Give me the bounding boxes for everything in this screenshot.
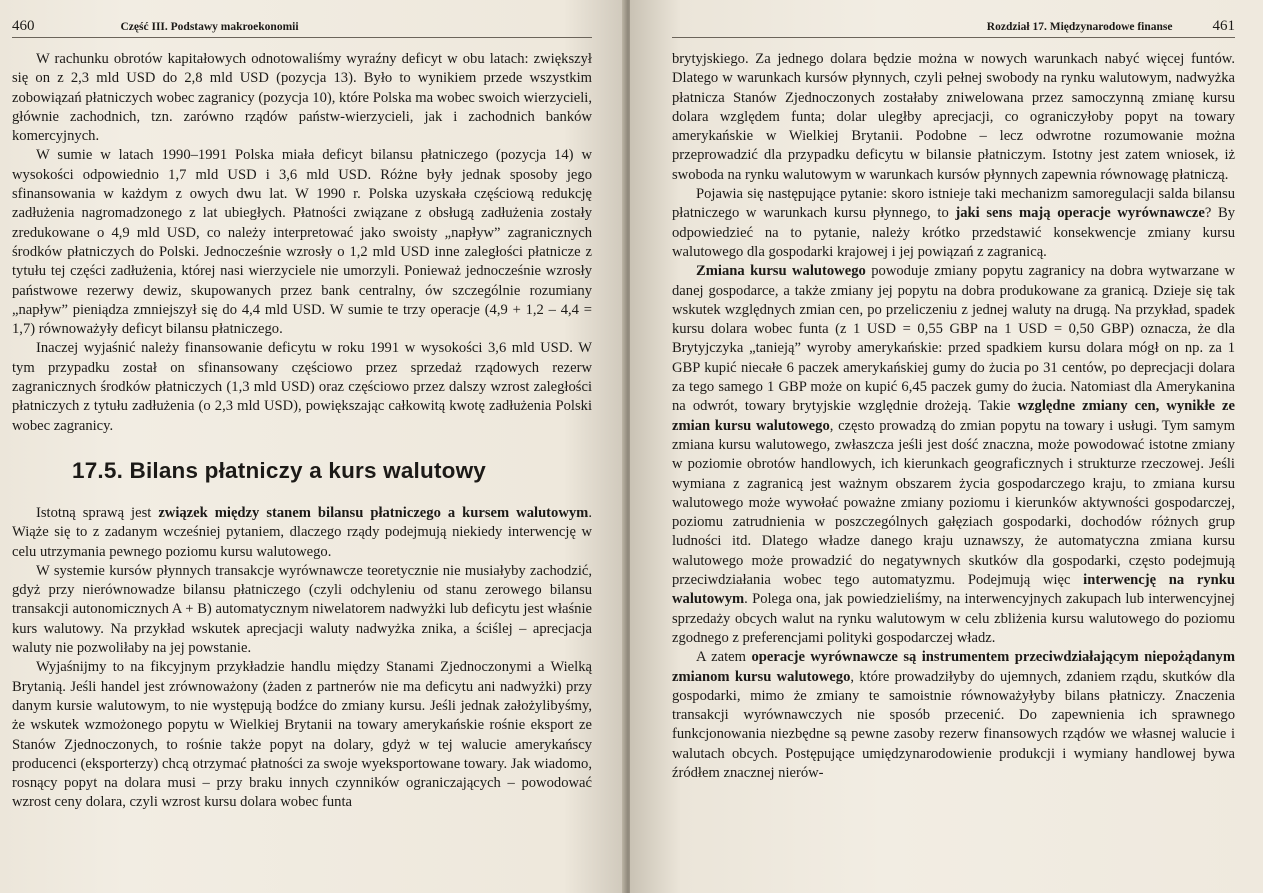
bold-phrase: związek między stanem bilansu płatniczego a kursem walutowym (158, 504, 589, 521)
text-run: A zatem (696, 649, 752, 666)
text-run: , które prowadziłyby do ujemnych, zdaniem rządu, skutków dla gospodarki, mimo że zmiany te samoistnie równoważyłyby bilans płatniczy. Znaczenia transakcji wyrównawczych nie sposób przecenić. Do zapewnienia ich sprawnego funkcjonowania niezbędne są pewne zasoby rezerw finansowych rządów we własnej walucie i walutach obcych. Postępujące umiędzynarodowienie produkcji i wymiany handlowej bywa źródłem znacznej nierów- (672, 668, 1236, 781)
right-running-header (672, 18, 1235, 38)
bold-phrase: jaki sens mają operacje wyrównawcze (955, 205, 1205, 222)
bold-phrase: względne zmiany cen, wynikłe ze zmian kursu walutowego (672, 398, 1235, 434)
right-paragraph-3 (672, 262, 1235, 648)
right-page-number: 461 (1212, 18, 1235, 34)
text-run: Pojawia się następujące pytanie: skoro istnieje taki mechanizm samoregulacji salda bilansu płatniczego w warunkach kursu płynnego, to (672, 186, 1235, 222)
left-running-header (12, 18, 592, 38)
text-run: , często prowadzą do zmian popytu na towary i usługi. Tym samym zmiana kursu walutowego, zwłaszcza jeśli jest dość znaczna, może powodować istotne zmiany w poziomie obrotów handlowych, ich kierunkach geograficznych i strukturze rzeczowej. Jeśli wymiana z zagranicą jest ważnym obszarem życia gospodarczego kraju, to zmiana kursu walutowego może wywołać poważne zmiany poziomu i kierunków aktywności gospodarczej, poziomu zatrudnienia w poszczególnych gałęziach gospodarki, dochodów różnych grup ludności itd. Dlatego władze danego kraju uznawszy, że automatyczna zmiana kursu walutowego może prowadzić do negatywnych skutków dla gospodarki, często podejmują przeciwdziałania wobec tego automatyzmu. Podejmują więc (672, 417, 1235, 589)
bold-phrase: Zmiana kursu walutowego (696, 263, 866, 280)
left-paragraph-1: W rachunku obrotów kapitałowych odnotowaliśmy wyraźny deficyt w obu latach: zwiększył się on z 2,3 mld USD do 2,8 mld USD (pozycja 13). Było to wynikiem przede wszystkim zobowiązań płatniczych wobec zagranicy (pozycja 10), które Polska ma wobec swoich wierzycieli, głównie zachodnich, tzn. zarówno rządów państw-wierzycieli, jak i zachodnich banków komercyjnych. (12, 51, 592, 145)
left-page (0, 0, 626, 893)
left-paragraph-3: Inaczej wyjaśnić należy finansowanie deficytu w roku 1991 w wysokości 3,6 mld USD. W tym przypadku został on sfinansowany częściowo przez sprzedaż rządowych rezerw zagranicznych środków płatniczych (1,3 mld USD) oraz częściowo przez dalszy wzrost zaległości płatniczych z tytułu zadłużenia (o 2,3 mld USD), powiększając całkowitą kwotę zadłużenia Polski wobec zagranicy. (12, 340, 592, 434)
left-paragraph-5: W systemie kursów płynnych transakcje wyrównawcze teoretycznie nie musiałyby zachodzić, gdyż przy nierównowadze bilansu płatniczego (czyli odchyleniu od stanu zerowego bilansu transakcji autonomicznych A + B) automatycznym niwelatorem nadwyżki lub deficytu jest właśnie kurs walutowy. Na przykład wskutek aprecjacji waluty nadwyżka znika, a ściślej – aprecjacja waluty nie pozwoliłaby na jej powstanie. (12, 562, 592, 657)
text-run: Istotną sprawą jest (36, 504, 159, 521)
text-run: powoduje zmiany popytu zagranicy na dobra wytwarzane w danej gospodarce, a także zmiany jej popytu na dobra produkowane za granicą. Dzieje się tak wskutek względnych zmian cen, po przeliczeniu z jednej waluty na drugą. Na przykład, spadek kursu dolara wobec funta (z 1 USD = 0,55 GBP na 1 USD = 0,50 GBP) oznacza, że dla Brytyjczyka „tanieją” wyroby amerykańskie: przed spadkiem kursu dolara mógł on np. za 1 GBP kupić niecałe 6 paczek amerykańskiej gumy do żucia po 31 centów, po deprecjacji dolara za tego samego 1 GBP może on kupić 6,45 paczek gumy do żucia. Natomiast dla Amerykanina na odwrót, towary brytyjskie względnie drożeją. Takie (672, 263, 1235, 415)
right-running-head: Rozdział 17. Międzynarodowe finanse (986, 21, 1173, 33)
right-paragraph-4 (672, 648, 1235, 783)
bold-phrase: operacje wyrównawcze są instrumentem przeciwdziałającym niepożądanym zmianom kursu walutowego (672, 649, 1235, 685)
right-paragraph-1: brytyjskiego. Za jednego dolara będzie można w nowych warunkach nabyć więcej funtów. Dlatego w warunkach kursów płynnych, czyli pełnej swobody na rynku walutowym, nadwyżka płatnicza Stanów Zjednoczonych zostałaby zniwelowana przez samoczynną zmianę kursu dolara względem funta; dolar uległby aprecjacji, co ograniczyłoby popyt na towary amerykańskie w Wielkiej Brytanii. Podobne – lecz odwrotne rozumowanie można przeprowadzić dla przypadku deficytu w bilansie płatniczym. Istotny jest zatem wniosek, iż swoboda na rynku walutowym w warunkach kursów płynnych zapewnia równowagę płatniczą. (672, 51, 1235, 183)
left-page-number: 460 (12, 18, 35, 34)
left-paragraph-2: W sumie w latach 1990–1991 Polska miała deficyt bilansu płatniczego (pozycja 14) w wysokości odpowiednio 1,7 mld USD i 3,6 mld USD. Różne były jednak sposoby jego sfinansowania w każdym z owych dwu lat. W 1990 r. Polska uzyskała częściową redukcję zadłużenia nagromadzonego z lat ubiegłych. Płatności związane z obsługą zadłużenia zostały zredukowane o 4,9 mld USD, co należy interpretować jako swoisty „napływ” zagranicznych środków płatniczych do Polski. Jednocześnie wzrosły o 1,2 mld USD inne zaległości płatnicze z tytułu tej części zadłużenia, której nasi wierzyciele nie umorzyli. Ponieważ jednocześnie wzrosły państwowe rezerwy dewiz, skupowanych przez bank centralny, ów szczególnie rozumiany „napływ” pieniądza zmniejszył się do 4,4 mld USD. W sumie te trzy operacje (4,9 + 1,2 – 4,4 = 1,7) równoważyły deficyt bilansu płatniczego. (12, 147, 592, 338)
left-running-head: Część III. Podstawy makroekonomii (120, 21, 299, 33)
bold-phrase: interwencję na rynku walutowym (672, 572, 1235, 608)
left-paragraph-6: Wyjaśnijmy to na fikcyjnym przykładzie handlu między Stanami Zjednoczonymi a Wielką Brytanią. Jeśli handel jest zrównoważony (żaden z partnerów nie ma deficytu ani nadwyżki) przy danym kursie walutowym, to nie występują bodźce do zmiany kursu. Jeśli jednak założylibyśmy, że wskutek wzmożonego popytu w Wielkiej Brytanii na towary amerykańskie rośnie eksport ze Stanów Zjednoczonych, to rośnie także popyt na dolary, gdyż w tej walucie amerykańscy producenci (eksporterzy) chcą otrzymać płatności za swoje wyeksportowane towary. Jak wiadomo, rosnący popyt na dolara musi – przy braku innych czynników ograniczających – powodować wzrost ceny dolara, czyli wzrost kursu dolara wobec funta (12, 659, 592, 811)
section-heading: 17.5. Bilans płatniczy a kurs walutowy (72, 457, 486, 483)
right-paragraph-2 (672, 185, 1235, 262)
right-page (630, 0, 1263, 893)
left-paragraph-4 (12, 504, 592, 562)
text-run: . Wiąże się to z zadanym wcześniej pytaniem, dlaczego rządy podejmują niekiedy interwencję w celu utrzymania pewnego poziomu kursu walutowego. (12, 504, 592, 560)
text-run: ? By odpowiedzieć na to pytanie, należy krótko przedstawić konsekwencje zmiany kursu walutowego dla gospodarki krajowej i jej powiązań z zagranicą. (672, 205, 1235, 260)
text-run: . Polega ona, jak powiedzieliśmy, na interwencyjnych zakupach lub interwencyjnej sprzedaży obcych walut na rynku walutowym w celu zbliżenia kursu walutowego do poziomu zgodnego z preferencjami polityki gospodarczej władz. (672, 591, 1235, 646)
